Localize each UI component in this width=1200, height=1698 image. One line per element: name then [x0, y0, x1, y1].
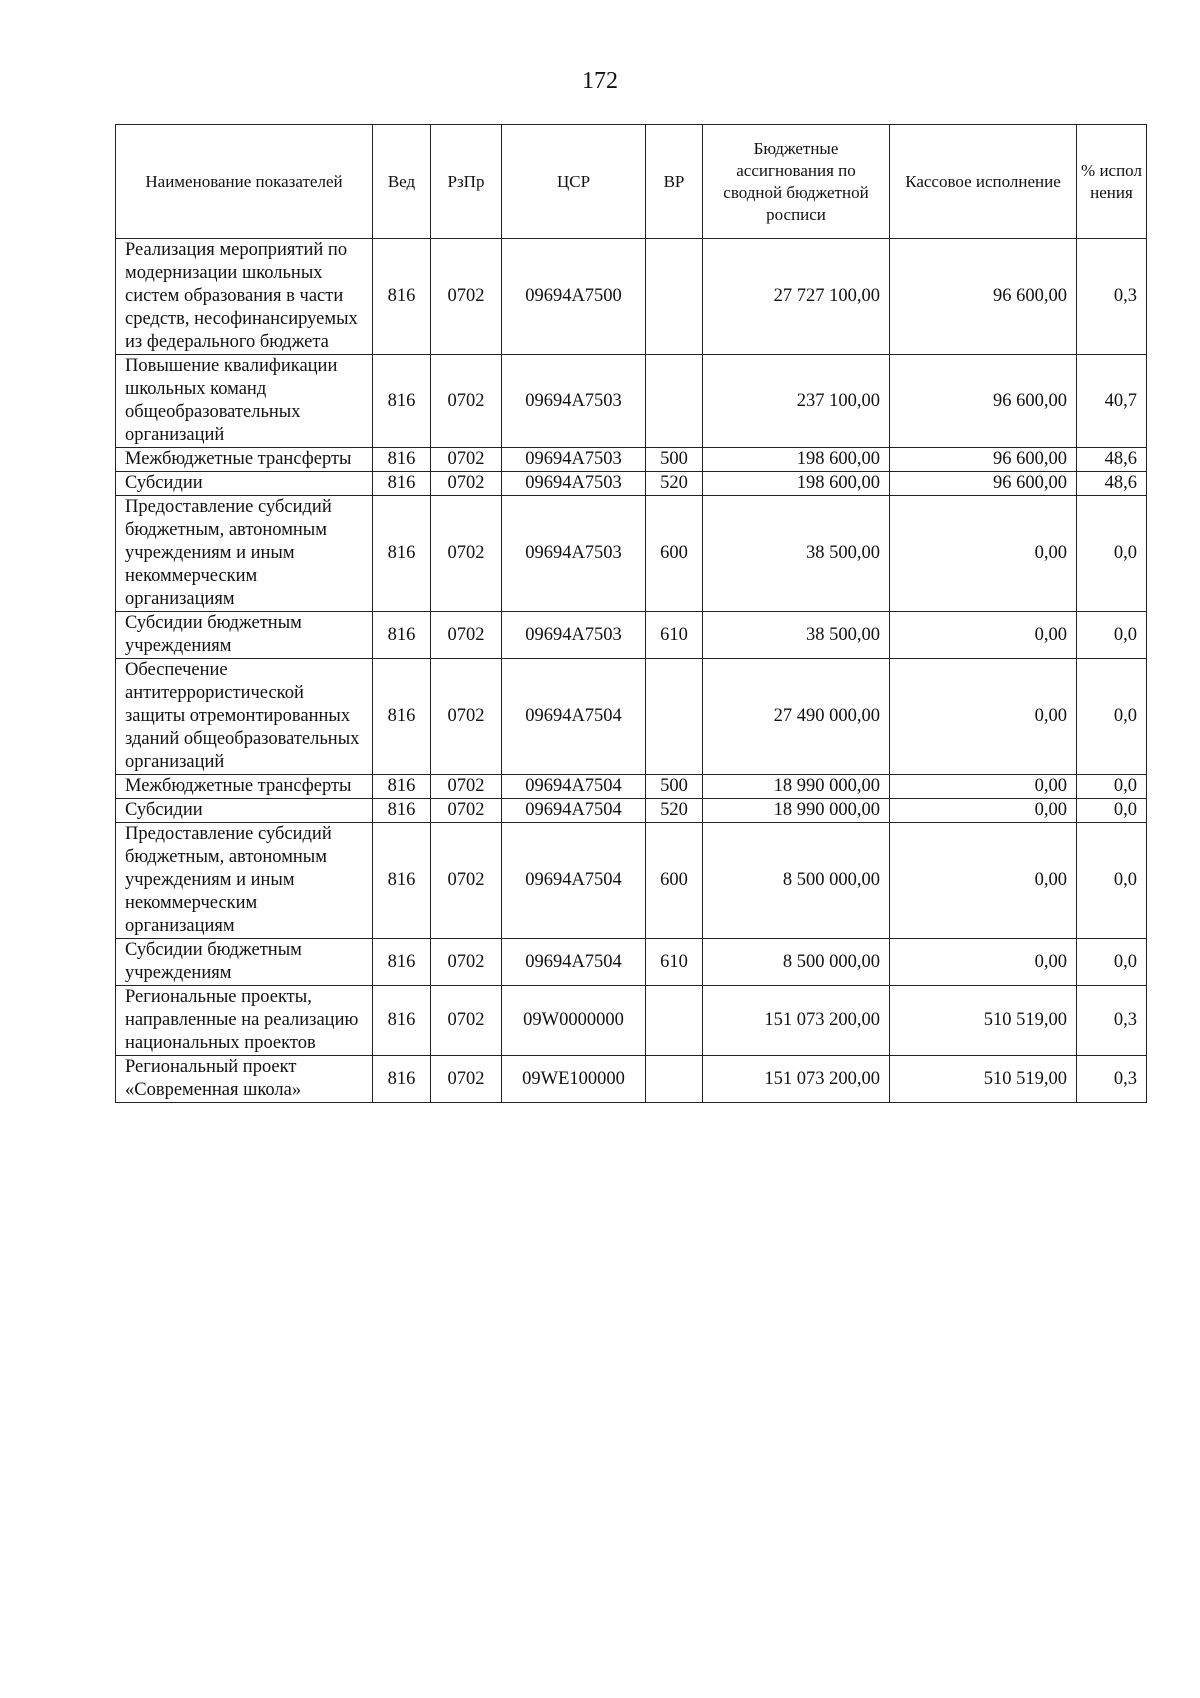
row-cash: 0,00: [890, 799, 1077, 823]
row-vr: 600: [646, 496, 703, 612]
row-cash: 0,00: [890, 496, 1077, 612]
table-row: [116, 799, 1147, 823]
row-rzpr: 0702: [431, 659, 502, 775]
header-name: Наименование показателей: [116, 125, 373, 239]
header-budget: Бюджетные ассигнования по сводной бюджетной росписи: [703, 125, 890, 239]
row-csr: 09694A7503: [502, 612, 646, 659]
row-cash: 96 600,00: [890, 355, 1077, 448]
row-percent: 0,3: [1077, 1056, 1147, 1103]
row-name: Субсидии бюджетным учреждениям: [116, 612, 373, 659]
table-row: [116, 612, 1147, 659]
row-rzpr: 0702: [431, 1056, 502, 1103]
page-number: 172: [582, 68, 618, 94]
row-percent: 0,0: [1077, 939, 1147, 986]
row-cash: 0,00: [890, 823, 1077, 939]
row-rzpr: 0702: [431, 612, 502, 659]
table-row: [116, 448, 1147, 472]
row-cash: 510 519,00: [890, 986, 1077, 1056]
budget-execution-table: [115, 124, 1147, 1103]
row-vr: 500: [646, 448, 703, 472]
row-percent: 40,7: [1077, 355, 1147, 448]
row-csr: 09WE100000: [502, 1056, 646, 1103]
row-name: Субсидии: [116, 472, 373, 496]
table-row: [116, 939, 1147, 986]
table-row: [116, 1056, 1147, 1103]
row-percent: 48,6: [1077, 448, 1147, 472]
header-vr: ВР: [646, 125, 703, 239]
table-row: [116, 355, 1147, 448]
header-csr: ЦСР: [502, 125, 646, 239]
row-name: Предоставление субсидий бюджетным, автономным учреждениям и иным некоммерческим организациям: [116, 496, 373, 612]
row-vr: 610: [646, 939, 703, 986]
row-name: Субсидии бюджетным учреждениям: [116, 939, 373, 986]
row-rzpr: 0702: [431, 823, 502, 939]
row-ved: 816: [373, 659, 431, 775]
row-vr: 600: [646, 823, 703, 939]
row-budget: 8 500 000,00: [703, 823, 890, 939]
row-ved: 816: [373, 612, 431, 659]
row-cash: 0,00: [890, 612, 1077, 659]
row-rzpr: 0702: [431, 986, 502, 1056]
row-ved: 816: [373, 355, 431, 448]
row-percent: 0,0: [1077, 799, 1147, 823]
row-vr: [646, 659, 703, 775]
row-csr: 09694A7503: [502, 448, 646, 472]
row-ved: 816: [373, 496, 431, 612]
row-rzpr: 0702: [431, 448, 502, 472]
row-csr: 09694A7504: [502, 939, 646, 986]
row-ved: 816: [373, 799, 431, 823]
row-csr: 09694A7504: [502, 659, 646, 775]
row-vr: [646, 355, 703, 448]
row-name: Региональный проект «Современная школа»: [116, 1056, 373, 1103]
row-name: Межбюджетные трансферты: [116, 775, 373, 799]
row-name: Субсидии: [116, 799, 373, 823]
row-ved: 816: [373, 448, 431, 472]
row-csr: 09694A7504: [502, 775, 646, 799]
row-csr: 09694A7504: [502, 799, 646, 823]
row-budget: 38 500,00: [703, 496, 890, 612]
row-vr: [646, 1056, 703, 1103]
table-row: [116, 986, 1147, 1056]
row-ved: 816: [373, 775, 431, 799]
header-ved: Вед: [373, 125, 431, 239]
row-name: Региональные проекты, направленные на реализацию национальных проектов: [116, 986, 373, 1056]
row-budget: 38 500,00: [703, 612, 890, 659]
row-rzpr: 0702: [431, 472, 502, 496]
row-vr: 520: [646, 472, 703, 496]
row-budget: 8 500 000,00: [703, 939, 890, 986]
row-csr: 09694A7500: [502, 239, 646, 355]
row-rzpr: 0702: [431, 799, 502, 823]
row-ved: 816: [373, 472, 431, 496]
row-budget: 151 073 200,00: [703, 1056, 890, 1103]
row-ved: 816: [373, 239, 431, 355]
table-row: [116, 496, 1147, 612]
row-name: Реализация мероприятий по модернизации школьных систем образования в части средств, несофинансируемых из федерального бюджета: [116, 239, 373, 355]
row-cash: 96 600,00: [890, 448, 1077, 472]
row-cash: 0,00: [890, 659, 1077, 775]
row-csr: 09W0000000: [502, 986, 646, 1056]
row-vr: [646, 239, 703, 355]
row-ved: 816: [373, 939, 431, 986]
header-cash: Кассовое исполнение: [890, 125, 1077, 239]
row-ved: 816: [373, 823, 431, 939]
row-percent: 0,0: [1077, 775, 1147, 799]
row-budget: 18 990 000,00: [703, 799, 890, 823]
row-rzpr: 0702: [431, 939, 502, 986]
table-row: [116, 472, 1147, 496]
row-percent: 48,6: [1077, 472, 1147, 496]
table-row: [116, 823, 1147, 939]
row-percent: 0,0: [1077, 612, 1147, 659]
row-budget: 198 600,00: [703, 472, 890, 496]
row-csr: 09694A7503: [502, 496, 646, 612]
row-csr: 09694A7504: [502, 823, 646, 939]
row-percent: 0,0: [1077, 823, 1147, 939]
row-csr: 09694A7503: [502, 355, 646, 448]
row-cash: 96 600,00: [890, 239, 1077, 355]
row-rzpr: 0702: [431, 239, 502, 355]
row-vr: [646, 986, 703, 1056]
table-row: [116, 239, 1147, 355]
row-percent: 0,0: [1077, 659, 1147, 775]
header-percent: % испол нения: [1077, 125, 1147, 239]
row-name: Предоставление субсидий бюджетным, автономным учреждениям и иным некоммерческим организациям: [116, 823, 373, 939]
row-budget: 27 727 100,00: [703, 239, 890, 355]
row-rzpr: 0702: [431, 496, 502, 612]
row-vr: 610: [646, 612, 703, 659]
table-header-row: [116, 125, 1147, 239]
row-percent: 0,3: [1077, 239, 1147, 355]
row-cash: 0,00: [890, 939, 1077, 986]
row-percent: 0,0: [1077, 496, 1147, 612]
row-cash: 96 600,00: [890, 472, 1077, 496]
row-percent: 0,3: [1077, 986, 1147, 1056]
row-ved: 816: [373, 986, 431, 1056]
row-rzpr: 0702: [431, 355, 502, 448]
row-name: Обеспечение антитеррористической защиты отремонтированных зданий общеобразовательных организаций: [116, 659, 373, 775]
table-row: [116, 775, 1147, 799]
row-name: Межбюджетные трансферты: [116, 448, 373, 472]
row-budget: 18 990 000,00: [703, 775, 890, 799]
row-budget: 198 600,00: [703, 448, 890, 472]
table-row: [116, 659, 1147, 775]
row-rzpr: 0702: [431, 775, 502, 799]
row-name: Повышение квалификации школьных команд общеобразовательных организаций: [116, 355, 373, 448]
row-vr: 500: [646, 775, 703, 799]
row-budget: 151 073 200,00: [703, 986, 890, 1056]
row-budget: 27 490 000,00: [703, 659, 890, 775]
row-cash: 0,00: [890, 775, 1077, 799]
header-rzpr: РзПр: [431, 125, 502, 239]
row-budget: 237 100,00: [703, 355, 890, 448]
row-cash: 510 519,00: [890, 1056, 1077, 1103]
row-csr: 09694A7503: [502, 472, 646, 496]
row-vr: 520: [646, 799, 703, 823]
row-ved: 816: [373, 1056, 431, 1103]
